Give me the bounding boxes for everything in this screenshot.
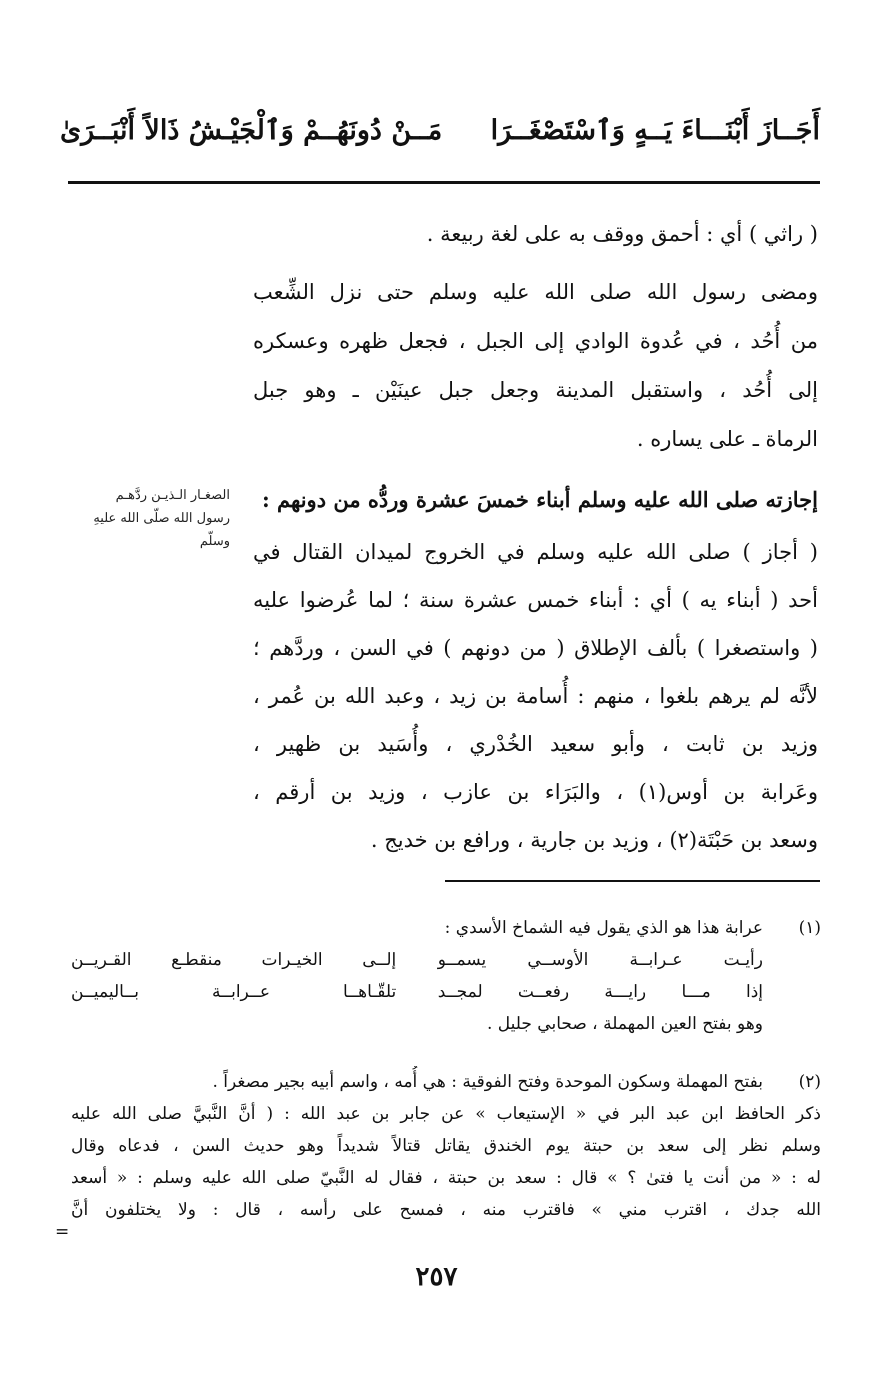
text-line: ( أجاز ) صلى الله عليه وسلم في الخروج لميدان القتال في: [253, 540, 818, 564]
footnote-number: (١): [798, 918, 821, 938]
text-line: وسعد بن حَبْتَة(٢) ، وزيد بن جارية ، ورافع بن خديج .: [370, 828, 818, 852]
text-line: من أُحُد ، في عُدوة الوادي إلى الجبل ، فجعل ظهره وعسكره: [253, 329, 818, 353]
continuation-mark: =: [55, 1222, 70, 1242]
text-line: ( واستصغرا ) بألف الإطلاق ( من دونهم ) في السن ، وردَّهم ؛: [253, 636, 818, 660]
header-rule: [68, 181, 820, 184]
poem-verse: [71, 976, 763, 1008]
footnote-2: [71, 1066, 821, 1226]
footnote-line: عرابة هذا هو الذي يقول فيه الشماخ الأسدي :: [444, 918, 763, 938]
poem-verse: [71, 944, 763, 976]
footnote-1: [71, 912, 821, 1040]
paragraph-march: [253, 268, 818, 464]
poem-hemistich: تلقّـاهــا عــرابــة بــاليميــن: [71, 982, 397, 1002]
poem-hemistich: رأيـت عـرابــة الأوســي يسمــو: [437, 950, 763, 970]
margin-note-line: وسلّم: [199, 534, 230, 549]
footnote-line: بفتح المهملة وسكون الموحدة وفتح الفوقية : هي أُمه ، واسم أبيه بجير مصغراً .: [212, 1072, 763, 1092]
text-line: ومضى رسول الله صلى الله عليه وسلم حتى نزل الشِّعب: [253, 280, 818, 304]
verse-hemistich-left: مَــنْ دُونَهُــمْ وَٱلْجَيْـشُ ذَالاً أَنْبَــرَىٰ: [60, 114, 443, 146]
paragraph-permission: [253, 528, 818, 864]
text-line: لأنَّه لم يرهم بلغوا ، منهم : أُسامة بن زيد ، وعبد الله بن عُمر ،: [253, 684, 818, 708]
paragraph-definition: [253, 212, 818, 256]
text-line: ( راثي ) أي : أحمق ووقف به على لغة ربيعة .: [426, 222, 818, 246]
footnote-number: (٢): [798, 1072, 821, 1092]
margin-note-line: رسول الله صلّى الله عليهِ: [93, 511, 230, 526]
margin-note-line: الصغـار الـذيـن ردَّهـم: [115, 488, 230, 503]
footnote-line: وهو بفتح العين المهملة ، صحابي جليل .: [486, 1014, 763, 1034]
text-line: وزيد بن ثابت ، وأبو سعيد الخُدْري ، وأُسَيد بن ظهير ،: [253, 732, 818, 756]
text-line: إلى أُحُد ، واستقبل المدينة وجعل جبل عينَيْن ـ وهو جبل: [253, 378, 818, 402]
page-number: ٢٥٧: [415, 1262, 458, 1292]
text-line: أحد ( أبناء يه ) أي : أبناء خمس عشرة سنة ؛ لما عُرضوا عليه: [253, 588, 818, 612]
poem-hemistich: إلــى الخيـرات منقطـع القـريــن: [71, 950, 397, 970]
text-line: وعَرابة بن أوس(١) ، والبَرَاء بن عازب ، وزيد بن أرقم ،: [253, 780, 818, 804]
section-heading: إجازته صلى الله عليه وسلم أبناء خمسَ عشرة وردُّه من دونهم :: [261, 487, 818, 512]
verse-hemistich-right: أَجَــازَ أَبْنَـــاءَ يَــهٍ وَٱسْتَصْغَــرَا: [490, 114, 820, 146]
verse-line: [60, 100, 820, 160]
footnote-line: وسلم نظر إلى سعد بن حبتة يوم الخندق يقاتل قتالاً شديداً وهو حديث السن ، فدعاه وقال: [71, 1136, 821, 1156]
footnote-rule: [445, 880, 820, 882]
footnote-line: الله جدك ، اقترب مني » فاقترب منه ، فمسح على رأسه ، قال : ولا يختلفون أنَّ: [71, 1200, 821, 1220]
footnote-line: ذكر الحافظ ابن عبد البر في « الإستيعاب » عن جابر بن عبد الله : ( أنَّ النَّبيَّ صلى الله عليه: [71, 1104, 821, 1124]
poem-hemistich: إذا مـــا رايـــة رفعــت لمجــد: [437, 982, 763, 1002]
text-line: الرماة ـ على يساره .: [636, 427, 818, 451]
margin-note: [93, 484, 230, 553]
footnote-line: له : « من أنت يا فتىٰ ؟ » قال : سعد بن حبتة ، فقال له النَّبيّ صلى الله عليه وسلم : « أسعد: [71, 1168, 821, 1188]
